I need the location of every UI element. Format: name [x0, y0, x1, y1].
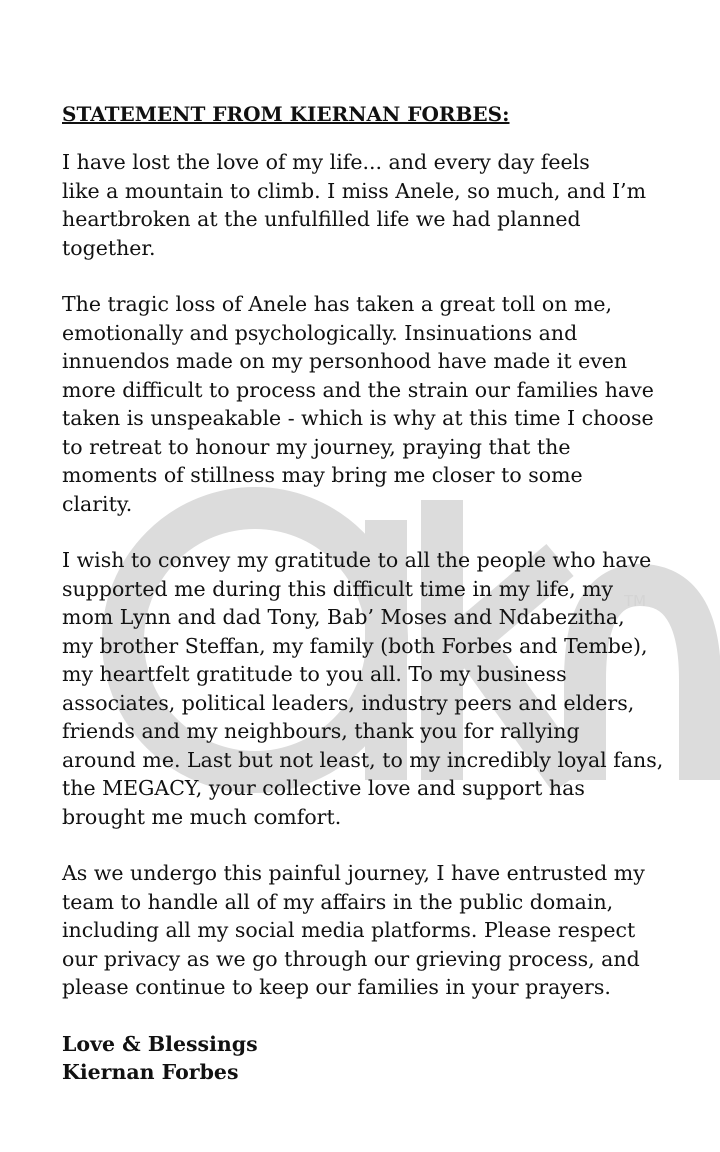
- statement-document: [62, 100, 702, 1087]
- statement-title: STATEMENT FROM KIERNAN FORBES:: [62, 102, 510, 126]
- trademark-mark: TM: [624, 592, 647, 610]
- paragraph-loss: I have lost the love of my life... and every day feels like a mountain to climb. I miss Anele, so much, and I’m heartbroken at the unfulfilled life we had planned together.: [62, 150, 647, 260]
- paragraph-gratitude: I wish to convey my gratitude to all the people who have supported me during this difficult time in my life, my mom Lynn and dad Tony, Bab’ Moses and Ndabezitha, my brother Steffan, my family (both Forbes and Tembe), my heartfelt gratitude to you all. To my business associates, political leaders, industry peers and elders, friends and my neighbours, thank you for rallying around me. Last but not least, to my incredibly loyal fans, the MEGACY, your collective love and support has brought me much comfort.: [62, 548, 664, 829]
- closing-line: Love & Blessings: [62, 1031, 258, 1056]
- paragraph-retreat: The tragic loss of Anele has taken a great toll on me, emotionally and psychologically. Insinuations and innuendos made on my personhood have made it even more difficult to process and the strain our families have taken is unspeakable - which is why at this time I choose to retreat to honour my journey, praying that the moments of stillness may bring me closer to some clarity.: [62, 292, 654, 516]
- signature-name: Kiernan Forbes: [62, 1060, 239, 1084]
- paragraph-privacy: As we undergo this painful journey, I have entrusted my team to handle all of my affairs in the public domain, including all my social media platforms. Please respect our privacy as we go through our grieving process, and please continue to keep our families in your prayers.: [62, 861, 645, 999]
